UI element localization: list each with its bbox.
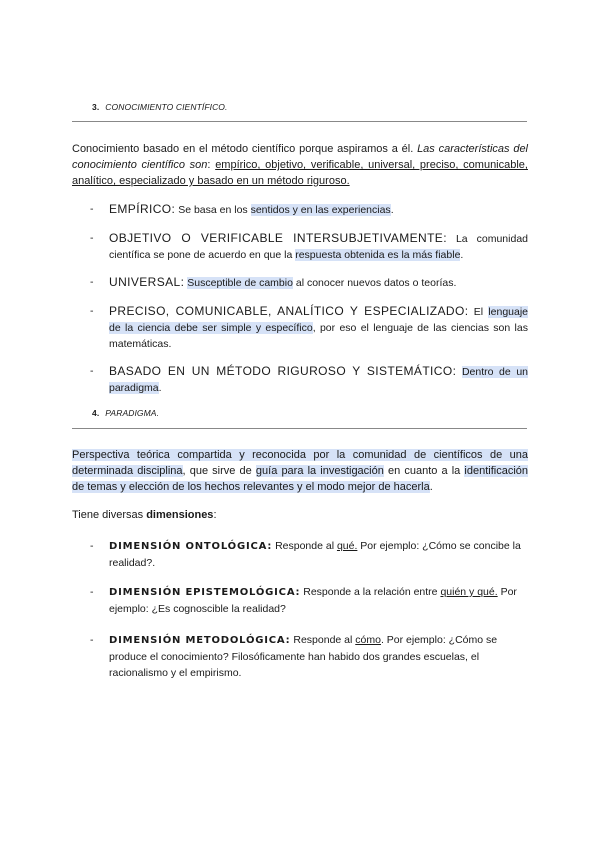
section-4-heading [92, 408, 159, 418]
characteristic-label: UNIVERSAL: [109, 275, 185, 289]
intro-italic: Las características del conocimiento científico son [72, 143, 529, 171]
dimensions-intro-end: : [213, 509, 217, 521]
intro-paragraph [72, 141, 528, 189]
bullet-dash: - [90, 232, 94, 244]
paradigma-text: , que sirve de [182, 465, 256, 477]
dimension-label: DIMENSIÓN METODOLÓGICA: [109, 635, 291, 646]
bullet-dash: - [90, 305, 94, 317]
dimensions-intro-text: Tiene diversas [72, 509, 147, 521]
dimensions-intro [72, 507, 528, 523]
characteristic-highlight: sentidos y en las experiencias [250, 204, 391, 216]
characteristic-text: El [468, 306, 489, 318]
characteristic-preciso [90, 303, 528, 352]
intro-text: Conocimiento basado en el método científico porque aspiramos a él. [72, 143, 418, 155]
bullet-dash: - [90, 276, 94, 288]
dimensions-intro-bold: dimensiones [146, 509, 214, 521]
characteristic-text-end: . [460, 249, 464, 261]
bullet-dash: - [90, 634, 94, 646]
characteristic-highlight: Susceptible de cambio [187, 277, 293, 289]
intro-colon: : [207, 159, 216, 171]
section-3-title: CONOCIMIENTO CIENTÍFICO. [105, 102, 228, 112]
characteristic-empirico [90, 201, 528, 218]
bullet-dash: - [90, 365, 94, 377]
dimension-text: Responde al [290, 634, 356, 646]
section-4-title: PARADIGMA. [105, 408, 160, 418]
bullet-dash: - [90, 586, 94, 598]
dimension-underlined: quién y qué. [440, 586, 498, 598]
dimension-label: DIMENSIÓN ONTOLÓGICA: [109, 541, 273, 552]
characteristic-label: EMPÍRICO: [109, 202, 176, 216]
section-3-rule [72, 121, 527, 122]
characteristic-label: BASADO EN UN MÉTODO RIGUROSO Y SISTEMÁTICO: [109, 364, 457, 378]
dimension-metodologica [90, 632, 528, 681]
characteristic-text-end: , por eso el lenguaje de las ciencias son las matemáticas. [109, 322, 528, 350]
section-3-heading [92, 102, 228, 112]
paradigma-highlight-identification: identificación de temas y elección de los hechos relevantes y el modo mejor de hacerla [72, 465, 529, 493]
characteristic-highlight: Dentro de un paradigma [109, 366, 528, 394]
dimension-underlined: cómo [355, 634, 381, 646]
characteristic-label: PRECISO, COMUNICABLE, ANALÍTICO Y ESPECIALIZADO: [109, 304, 469, 318]
paradigma-text: en cuanto a la [383, 465, 465, 477]
characteristic-universal [90, 274, 528, 291]
characteristic-text-end: . [390, 204, 394, 216]
paradigma-highlight-guide: guía para la investigación [255, 465, 384, 477]
characteristic-highlight: respuesta obtenida es la más fiable [295, 249, 461, 261]
dimension-text-end: Por ejemplo: ¿Es cognoscible la realidad? [109, 586, 517, 615]
section-4-rule [72, 428, 527, 429]
characteristic-text-end: . [158, 382, 162, 394]
dimension-underlined: qué. [336, 540, 358, 552]
dimension-ontologica [90, 538, 528, 571]
characteristic-text: Se basa en los [175, 204, 251, 216]
paradigma-highlight-definition: Perspectiva teórica compartida y reconocida por la comunidad de científicos de una determinada disciplina [72, 449, 528, 477]
paradigma-paragraph [72, 447, 528, 495]
intro-characteristics-list: empírico, objetivo, verificable, universal, preciso, comunicable, analítico, especializado y basado en un método riguroso. [72, 159, 528, 187]
characteristic-text: La comunidad científica se pone de acuerdo en que la [109, 233, 528, 261]
paradigma-text-end: . [429, 481, 433, 493]
dimension-label: DIMENSIÓN EPISTEMOLÓGICA: [109, 587, 301, 598]
characteristic-objetivo [90, 230, 528, 263]
bullet-dash: - [90, 203, 94, 215]
section-3-number: 3. [92, 102, 100, 112]
bullet-dash: - [90, 540, 94, 552]
dimension-text-end: . Por ejemplo: ¿Cómo se produce el conocimiento? Filosóficamente han habido dos grandes escuelas, el racionalismo y el empirismo. [109, 634, 498, 679]
characteristic-highlight: lenguaje de la ciencia debe ser simple y específico [109, 306, 529, 334]
characteristic-text-end: al conocer nuevos datos o teorías. [292, 277, 457, 289]
characteristic-basado [90, 363, 528, 396]
dimension-text-end: Por ejemplo: ¿Cómo se concibe la realidad?. [109, 540, 521, 569]
dimension-text: Responde al [272, 540, 337, 552]
characteristic-label: OBJETIVO O VERIFICABLE INTERSUBJETIVAMENTE: [109, 231, 447, 245]
dimension-epistemologica [90, 584, 528, 617]
section-4-number: 4. [92, 408, 100, 418]
dimension-text: Responde a la relación entre [300, 586, 441, 598]
